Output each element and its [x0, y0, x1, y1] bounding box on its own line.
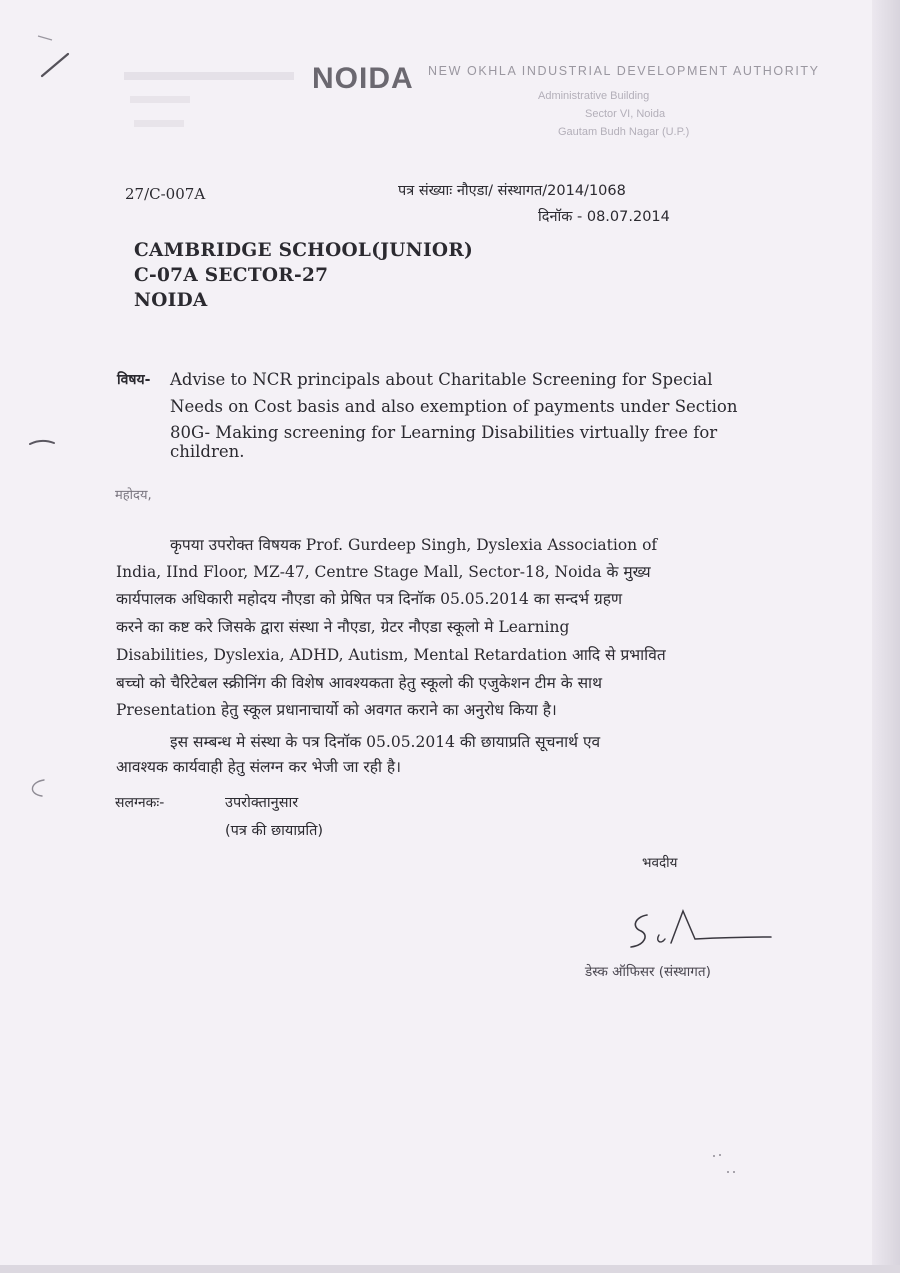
body-line: कृपया उपरोक्त विषयक Prof. Gurdeep Singh, Dyslexia Association of [170, 536, 658, 554]
letter-number: पत्र संख्याः नौएडा/ संस्थागत/2014/1068 [398, 183, 626, 199]
margin-pen-mark [24, 776, 50, 802]
authority-name: NEW OKHLA INDUSTRIAL DEVELOPMENT AUTHORITY [428, 64, 820, 78]
pen-tick-mark [30, 30, 80, 80]
subject-line: 80G- Making screening for Learning Disabilities virtually free for [170, 423, 718, 442]
letterhead-faint-left-2 [130, 96, 190, 103]
page-bottom-edge [0, 1265, 900, 1273]
subject-line: Advise to NCR principals about Charitable Screening for Special [170, 370, 713, 389]
enclosure-label: सलग्नकः- [115, 795, 165, 811]
noida-logo: NOIDA [312, 62, 414, 95]
recipient-city: NOIDA [134, 290, 208, 311]
enclosure-item: उपरोक्तानुसार [225, 795, 299, 811]
subject-label: विषय- [117, 372, 151, 388]
body-line: बच्चो को चैरिटेबल स्क्रीनिंग की विशेष आवश्यकता हेतु स्कूलो की एजुकेशन टीम के साथ [116, 674, 602, 692]
recipient-name: CAMBRIDGE SCHOOL(JUNIOR) [134, 240, 474, 261]
signatory-title: डेस्क ऑफिसर (संस्थागत) [585, 964, 711, 980]
handwritten-signature [625, 905, 775, 955]
page-edge-shadow [872, 0, 900, 1273]
body-line: कार्यपालक अधिकारी महोदय नौएडा को प्रेषित पत्र दिनॉक 05.05.2014 का सन्दर्भ ग्रहण [116, 590, 623, 608]
letter-date: दिनॉक - 08.07.2014 [538, 209, 670, 225]
margin-dots [700, 1150, 750, 1180]
body-line: करने का कष्ट करे जिसके द्वारा संस्था ने नौएडा, ग्रेटर नौएडा स्कूलो मे Learning [116, 618, 570, 636]
body-line: Disabilities, Dyslexia, ADHD, Autism, Mental Retardation आदि से प्रभावित [116, 646, 666, 664]
closing: भवदीय [642, 855, 678, 871]
authority-address-3: Gautam Budh Nagar (U.P.) [558, 126, 690, 138]
authority-address-1: Administrative Building [538, 90, 650, 102]
body-line: India, IInd Floor, MZ-47, Centre Stage Mall, Sector-18, Noida के मुख्य [116, 563, 651, 581]
letterhead-faint-left-3 [134, 120, 184, 127]
body-line: Presentation हेतु स्कूल प्रधानाचार्यो को अवगत कराने का अनुरोध किया है। [116, 701, 557, 719]
authority-address-2: Sector VI, Noida [585, 108, 666, 120]
body-line: आवश्यक कार्यवाही हेतु संलग्न कर भेजी जा रही है। [116, 758, 402, 776]
subject-line: children. [170, 442, 245, 461]
salutation: महोदय, [115, 488, 152, 503]
file-number: 27/C-007A [125, 185, 206, 203]
margin-pen-mark [28, 436, 58, 452]
subject-line: Needs on Cost basis and also exemption of payments under Section [170, 397, 738, 416]
recipient-address: C-07A SECTOR-27 [134, 265, 329, 286]
enclosure-item: (पत्र की छायाप्रति) [225, 823, 324, 839]
body-line: इस सम्बन्ध मे संस्था के पत्र दिनॉक 05.05.2014 की छायाप्रति सूचनार्थ एव [170, 733, 601, 751]
letterhead-faint-left [124, 72, 294, 80]
